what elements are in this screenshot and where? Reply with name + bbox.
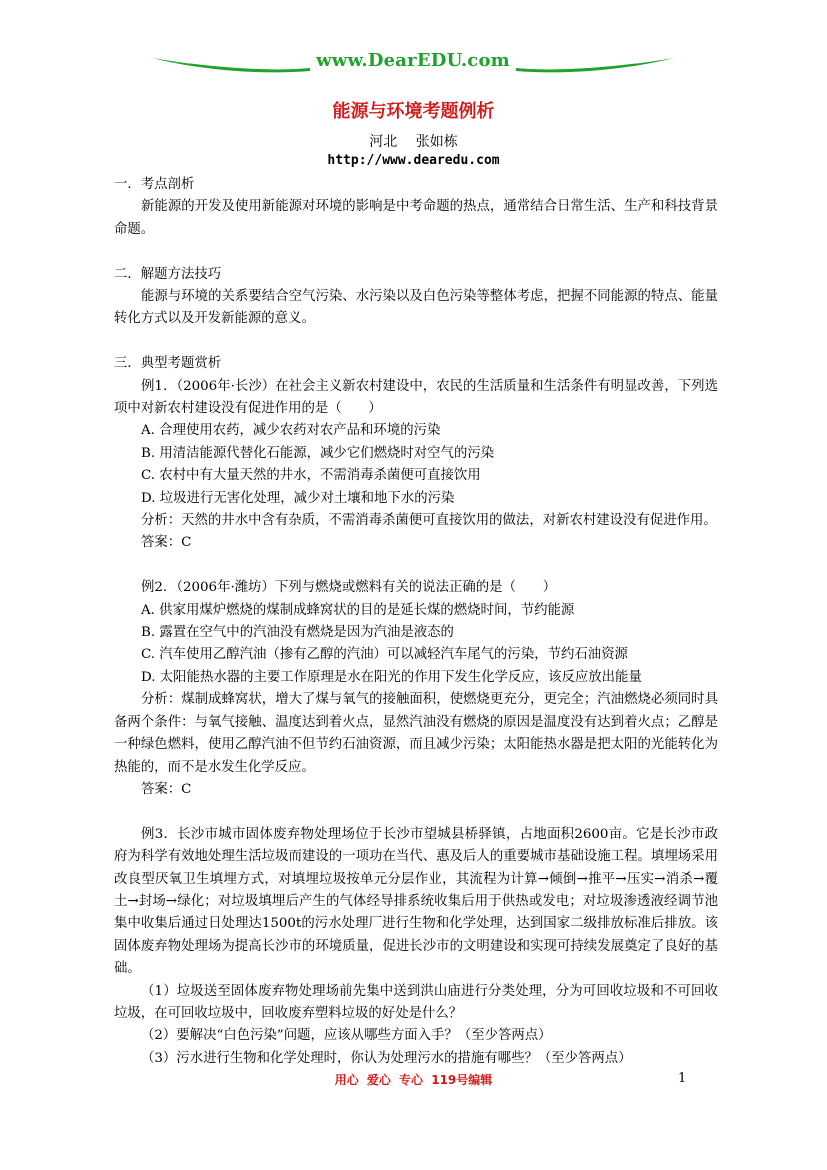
example-1-analysis: 分析：天然的井水中含有杂质，不需消毒杀菌便可直接饮用的做法，对新农村建设没有促进作用。 xyxy=(141,513,717,529)
example-2-analysis: 分析：煤制成蜂窝状，增大了煤与氧气的接触面积，使燃烧更充分，更完全；汽油燃烧必须同时具备两个条件：与氧气接触、温度达到着火点，显然汽油没有燃烧的原因是温度没有达到着火点；乙醇是一种绿色燃料，使用乙醇汽油不但节约石油资源，而且减少污染；太阳能热水器是把太阳的光能转化为热能的，而不是水发生化学反应。 xyxy=(114,692,718,775)
example-3-question-1: （1）垃圾送至固体废弃物处理场前先集中送到洪山庙进行分类处理，分为可回收垃圾和不可回收垃圾，在可回收垃圾中，回收废弃塑料垃圾的好处是什么？ xyxy=(114,983,718,1021)
section-heading-1: 一．考点剖析 xyxy=(114,177,195,192)
document-body xyxy=(114,174,718,1070)
source-url: http://www.dearedu.com xyxy=(327,153,500,168)
example-1-answer: 答案：C xyxy=(141,535,192,551)
footer-slogan: 用心 爱心 专心 119号编辑 xyxy=(334,1073,493,1087)
section-heading-2: 二．解题方法技巧 xyxy=(114,266,222,282)
site-header xyxy=(150,46,676,82)
section-text-2: 能源与环境的关系要结合空气污染、水污染以及白色污染等整体考虑，把握不同能源的特点、能量转化方式以及开发新能源的意义。 xyxy=(114,289,718,327)
page-title: 能源与环境考题例析 xyxy=(332,101,495,122)
example-1-option-d: D. 垃圾进行无害化处理，减少对土壤和地下水的污染 xyxy=(141,490,455,506)
example-1-question: 例1．（2006年·长沙）在社会主义新农村建设中，农民的生活质量和生活条件有明显改善，下列选项中对新农村建设没有促进作用的是（ ） xyxy=(114,378,718,417)
example-2-option-d: D. 太阳能热水器的主要工作原理是水在阳光的作用下发生化学反应，该反应放出能量 xyxy=(141,669,642,685)
example-3-question-2: （2）要解决“白色污染”问题，应该从哪些方面入手？（至少答两点） xyxy=(141,1028,552,1044)
example-1-option-b: B. 用清洁能源代替化石能源，减少它们燃烧时对空气的污染 xyxy=(141,445,495,461)
page-number: 1 xyxy=(678,1071,687,1086)
example-2-option-b: B. 露置在空气中的汽油没有燃烧是因为汽油是液态的 xyxy=(141,625,454,641)
example-3-question-3: （3）污水进行生物和化学处理时，你认为处理污水的措施有哪些？（至少答两点） xyxy=(141,1050,632,1066)
section-heading-3: 三．典型考题赏析 xyxy=(114,356,222,372)
example-1-option-c: C. 农村中有大量天然的井水，不需消毒杀菌便可直接饮用 xyxy=(141,468,481,484)
example-2-question: 例2．（2006年·潍坊）下列与燃烧或燃料有关的说法正确的是（ ） xyxy=(141,580,557,596)
section-text-1: 新能源的开发及使用新能源对环境的影响是中考命题的热点，通常结合日常生活、生产和科技背景命题。 xyxy=(114,199,718,237)
example-2-option-c: C. 汽车使用乙醇汽油（掺有乙醇的汽油）可以减轻汽车尾气的污染，节约石油资源 xyxy=(141,647,628,663)
example-3-intro: 例3．长沙市城市固体废弃物处理场位于长沙市望城县桥驿镇，占地面积2600亩。它是长沙市政府为科学有效地处理生活垃圾而建设的一项功在当代、惠及后人的重要城市基础设施工程。填埋场采用改良型厌氧卫生填埋方式，对填埋垃圾按单元分层作业，其流程为计算→倾倒→推平→压实→消杀→覆土→封场→绿化；对垃圾填埋后产生的气体经导排系统收集后用于供热或发电；对垃圾渗透液经调节池集中收集后通过日处理达1500t的污水处理厂进行生物和化学处理，达到国家二级排放标准后排放。该固体废弃物处理场为提高长沙市的环境质量，促进长沙市的文明建设和实现可持续发展奠定了良好的基础。 xyxy=(114,826,718,977)
example-2-answer: 答案：C xyxy=(141,781,192,797)
author-line: 河北 张如栋 xyxy=(369,134,458,150)
example-2-option-a: A. 供家用煤炉燃烧的煤制成蜂窝状的目的是延长煤的燃烧时间，节约能源 xyxy=(141,602,575,618)
example-1-option-a: A. 合理使用农药，减少农药对农产品和环境的污染 xyxy=(141,423,441,439)
site-logo-text: www.DearEDU.com xyxy=(316,50,510,71)
